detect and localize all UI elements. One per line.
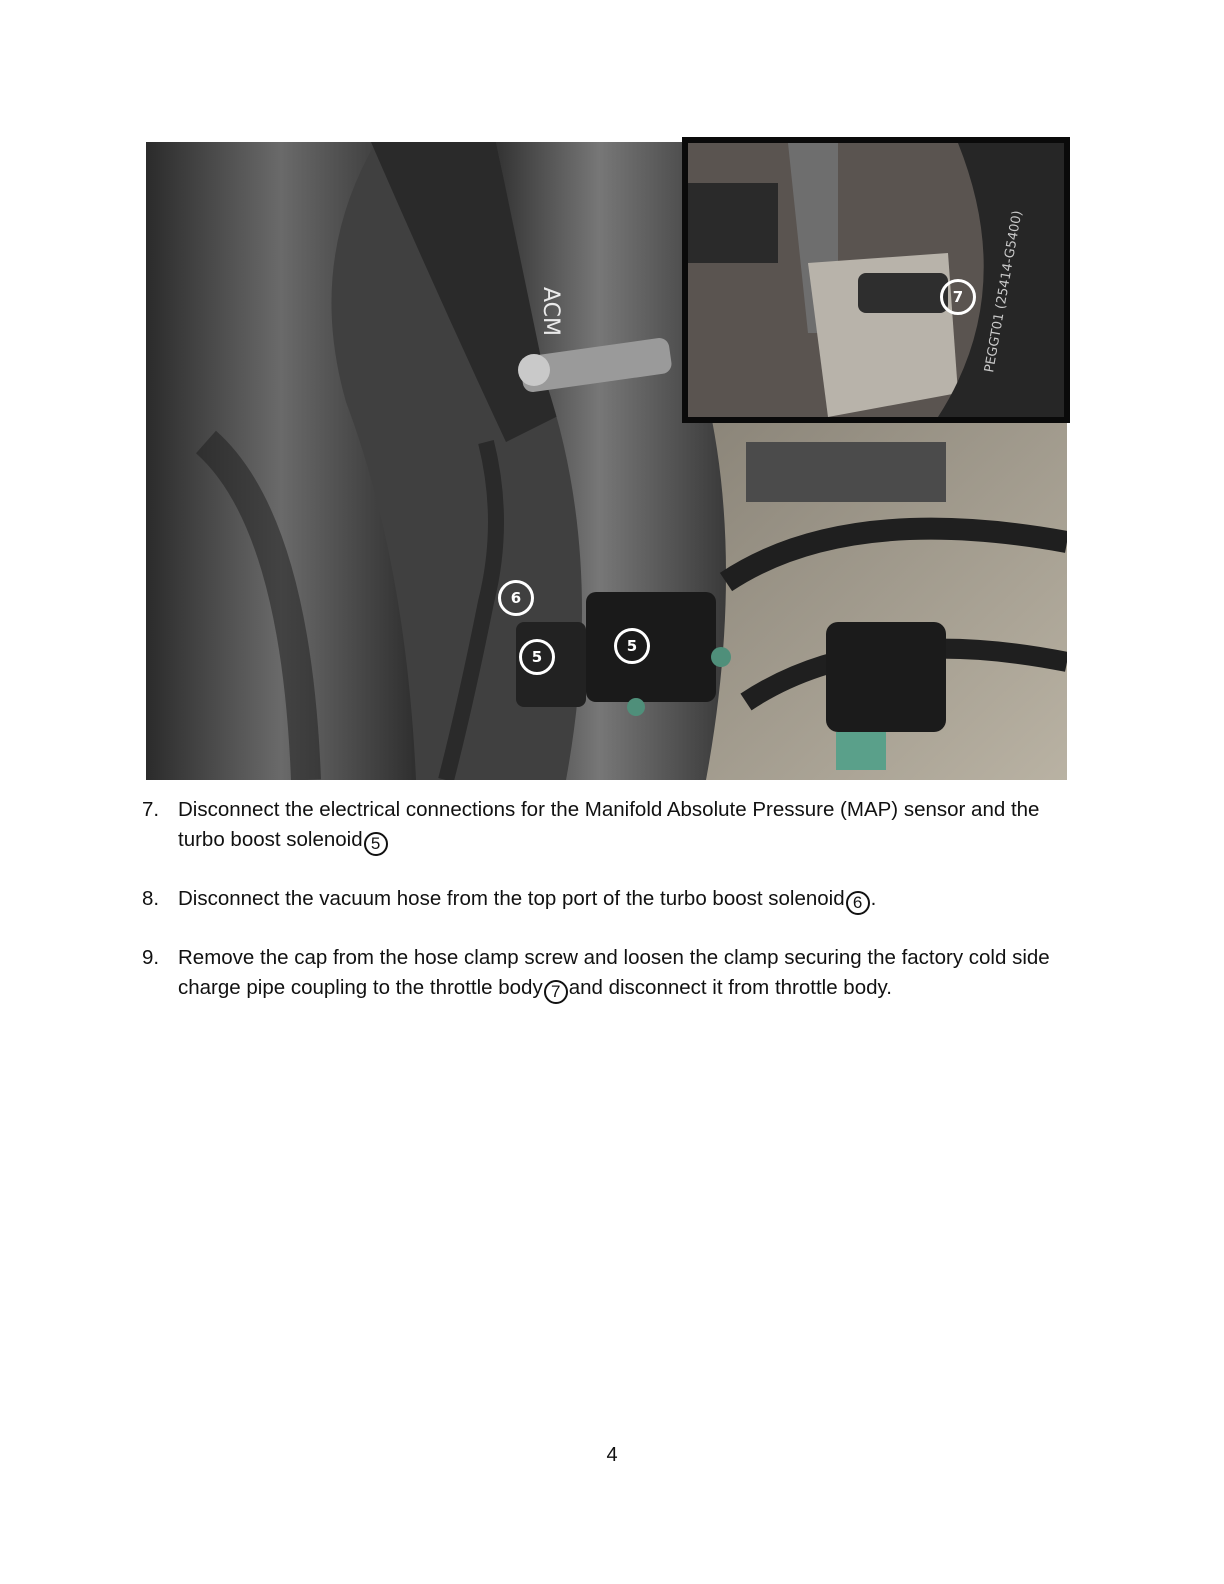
step-number: 7.	[142, 798, 160, 821]
circled-number-5: 5	[364, 832, 388, 856]
callout-6-label: 6	[510, 589, 522, 607]
step-number: 8.	[142, 887, 160, 910]
callout-5-left	[519, 639, 555, 675]
page-number: 4	[606, 1444, 618, 1466]
circled-number-6: 6	[846, 891, 870, 915]
callout-5-left-label: 5	[531, 648, 543, 666]
step-text	[178, 795, 1082, 856]
step-number: 9.	[142, 946, 160, 969]
circled-number-7: 7	[544, 980, 568, 1004]
instruction-steps	[142, 795, 1082, 1032]
callout-6	[498, 580, 534, 616]
step-9	[142, 943, 1082, 1004]
step-9-text: Remove the cap from the hose clamp screw and loosen the clamp securing the factory cold side charge pipe coupling to the throttle body	[178, 946, 1050, 999]
step-text	[178, 943, 1082, 1004]
inset-hose-print-text: PEGGT01 (25414-G5400)	[982, 209, 1026, 374]
callout-5-right-label: 5	[626, 637, 638, 655]
callout-7-label: 7	[952, 288, 964, 306]
step-8-text-end: .	[870, 887, 877, 910]
throttle-body-inset-photo	[682, 137, 1070, 423]
callout-5-right	[614, 628, 650, 664]
inset-illustration	[688, 143, 1064, 417]
step-9-text-end: and disconnect it from throttle body.	[568, 976, 892, 999]
step-text	[178, 884, 1082, 915]
step-8-text: Disconnect the vacuum hose from the top port of the turbo boost solenoid	[178, 887, 845, 910]
step-7	[142, 795, 1082, 856]
callout-7	[940, 279, 976, 315]
step-8	[142, 884, 1082, 915]
hose-print-text: ACM	[538, 287, 563, 337]
step-7-text: Disconnect the electrical connections for the Manifold Absolute Pressure (MAP) sensor and the turbo boost solenoid	[178, 798, 1040, 851]
